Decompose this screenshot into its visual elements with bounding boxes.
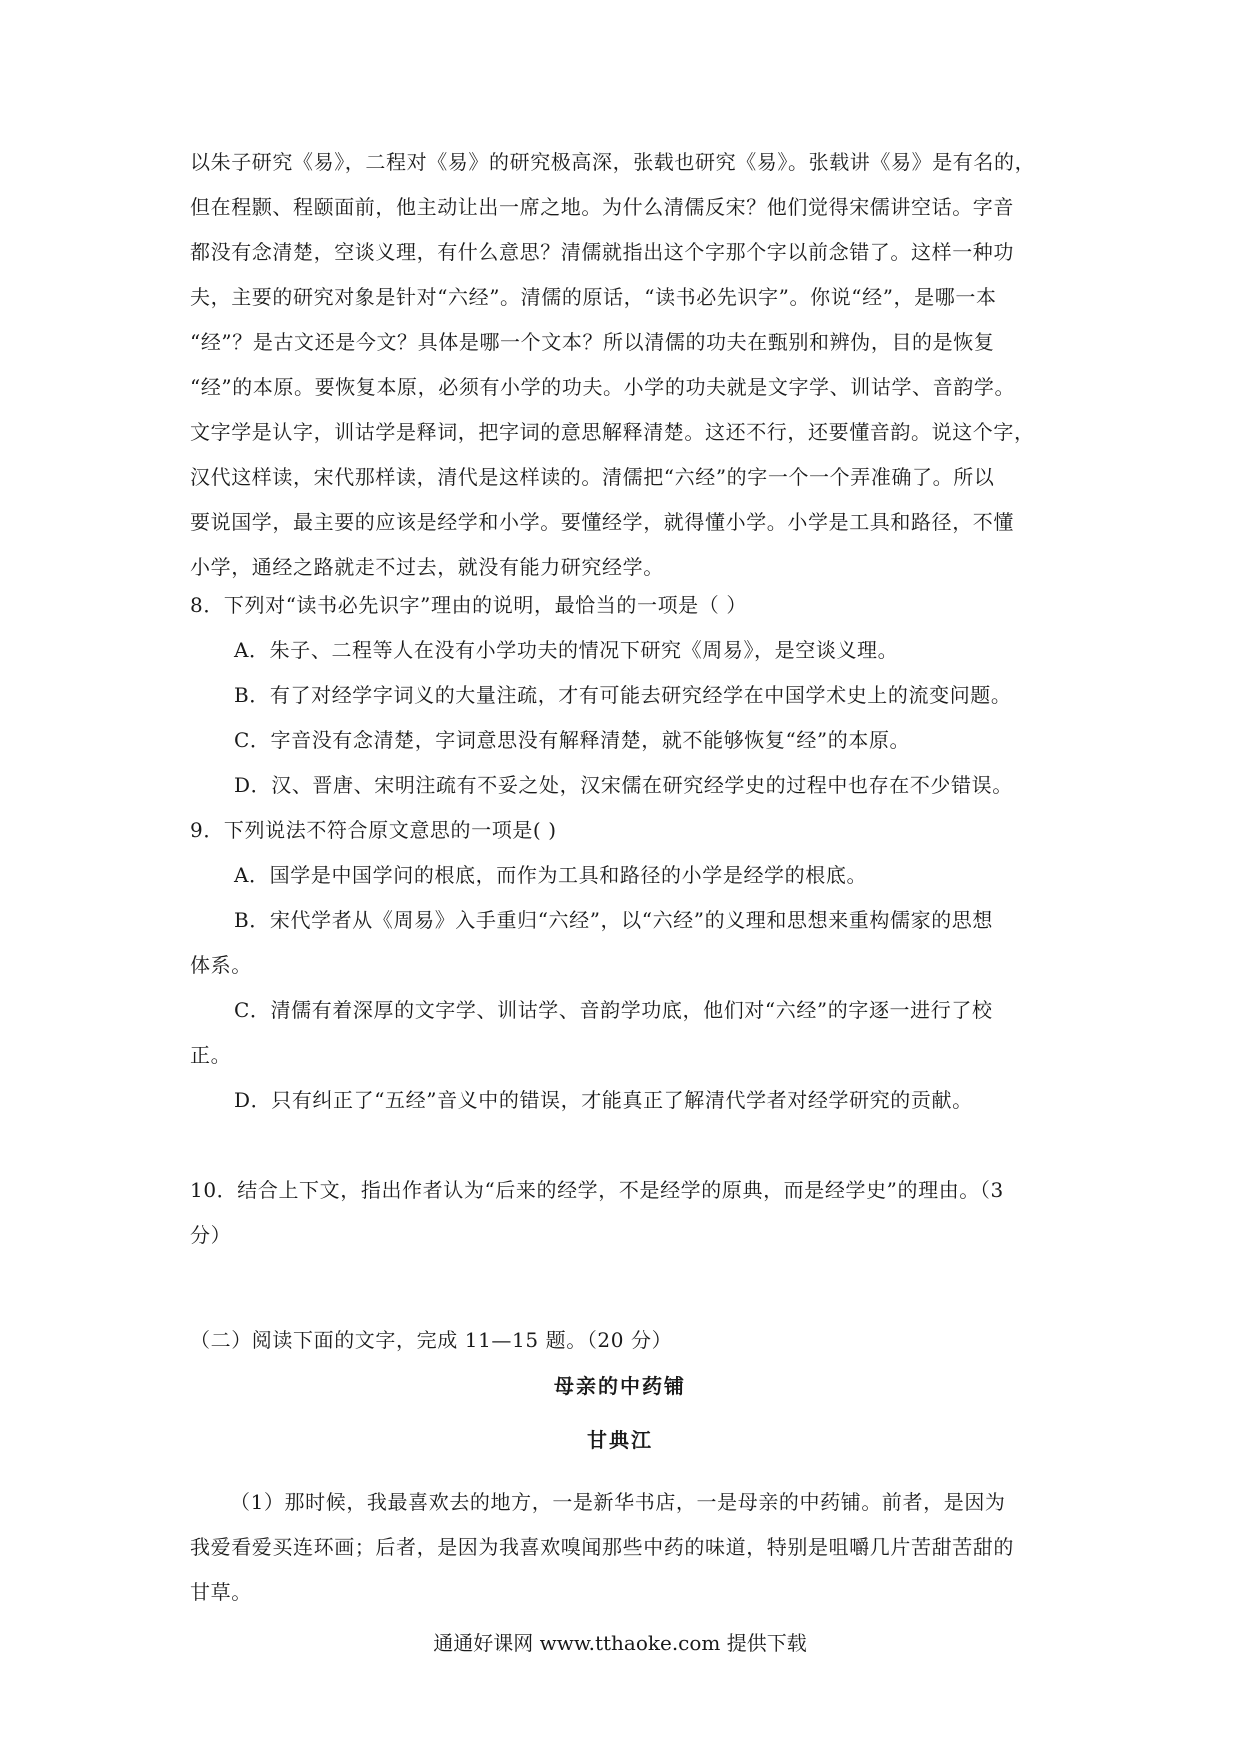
question-10 — [190, 1168, 1060, 1258]
story-paragraph-1 — [190, 1480, 1060, 1615]
passage-line: “经”的本原。要恢复本原，必须有小学的功夫。小学的功夫就是文字学、训诂学、音韵学。 — [190, 375, 1016, 399]
passage-line: 小学，通经之路就走不过去，就没有能力研究经学。 — [190, 555, 664, 579]
passage-line: 夫，主要的研究对象是针对“六经”。清儒的原话，“读书必先识字”。你说“经”，是哪一本 — [190, 285, 997, 309]
question-9-option-c: C．清儒有着深厚的文字学、训诂学、音韵学功底，他们对“六经”的字逐一进行了校 — [234, 998, 993, 1022]
passage-text — [190, 140, 1060, 590]
question-9-stem: 9．下列说法不符合原文意思的一项是( ) — [190, 818, 557, 842]
question-9-option-c-continued: 正。 — [190, 1043, 232, 1067]
story-author: 甘典江 — [587, 1428, 653, 1452]
passage-line: “经”？是古文还是今文？具体是哪一个文本？所以清儒的功夫在甄别和辨伪，目的是恢复 — [190, 330, 995, 354]
question-9-option-a: A．国学是中国学问的根底，而作为工具和路径的小学是经学的根底。 — [234, 863, 868, 887]
question-8-option-d: D．汉、晋唐、宋明注疏有不妥之处，汉宋儒在研究经学史的过程中也存在不少错误。 — [234, 773, 1013, 797]
story-title: 母亲的中药铺 — [554, 1374, 686, 1398]
question-9-option-b-continued: 体系。 — [190, 953, 252, 977]
story-line: （1）那时候，我最喜欢去的地方，一是新华书店，一是母亲的中药铺。前者，是因为 — [230, 1490, 1006, 1514]
passage-line: 但在程颢、程颐面前，他主动让出一席之地。为什么清儒反宋？他们觉得宋儒讲空话。字音 — [190, 195, 1014, 219]
passage-line: 以朱子研究《易》，二程对《易》的研究极高深，张载也研究《易》。张载讲《易》是有名的， — [190, 150, 1036, 174]
section-2-heading-block — [190, 1318, 1060, 1363]
question-8 — [190, 583, 1060, 808]
passage-line: 文字学是认字，训诂学是释词，把字词的意思解释清楚。这还不行，还要懂音韵。说这个字， — [190, 420, 1035, 444]
section-2-heading: （二）阅读下面的文字，完成 11—15 题。（20 分） — [190, 1328, 673, 1352]
question-8-option-b: B．有了对经学字词义的大量注疏，才有可能去研究经学在中国学术史上的流变问题。 — [234, 683, 1012, 707]
question-9-option-d: D．只有纠正了“五经”音义中的错误，才能真正了解清代学者对经学研究的贡献。 — [234, 1088, 973, 1112]
story-line: 甘草。 — [190, 1580, 252, 1604]
question-10-stem: 10．结合上下文，指出作者认为“后来的经学，不是经学的原典，而是经学史”的理由。（3 — [190, 1178, 1004, 1202]
question-8-option-a: A．朱子、二程等人在没有小学功夫的情况下研究《周易》，是空谈义理。 — [234, 638, 899, 662]
passage-line: 汉代这样读，宋代那样读，清代是这样读的。清儒把“六经”的字一个一个弄准确了。所以 — [190, 465, 995, 489]
passage-line: 要说国学，最主要的应该是经学和小学。要懂经学，就得懂小学。小学是工具和路径，不懂 — [190, 510, 1014, 534]
question-10-stem-continued: 分） — [190, 1223, 232, 1247]
page-footer: 通通好课网 www.tthaoke.com 提供下载 — [433, 1631, 807, 1655]
question-9 — [190, 808, 1060, 1123]
question-8-stem: 8．下列对“读书必先识字”理由的说明，最恰当的一项是（ ） — [190, 593, 747, 617]
story-line: 我爱看爱买连环画；后者，是因为我喜欢嗅闻那些中药的味道，特别是咀嚼几片苦甜苦甜的 — [190, 1535, 1014, 1559]
question-8-option-c: C．字音没有念清楚，字词意思没有解释清楚，就不能够恢复“经”的本原。 — [234, 728, 911, 752]
question-9-option-b: B．宋代学者从《周易》入手重归“六经”，以“六经”的义理和思想来重构儒家的思想 — [234, 908, 993, 932]
passage-line: 都没有念清楚，空谈义理，有什么意思？清儒就指出这个字那个字以前念错了。这样一种功 — [190, 240, 1014, 264]
